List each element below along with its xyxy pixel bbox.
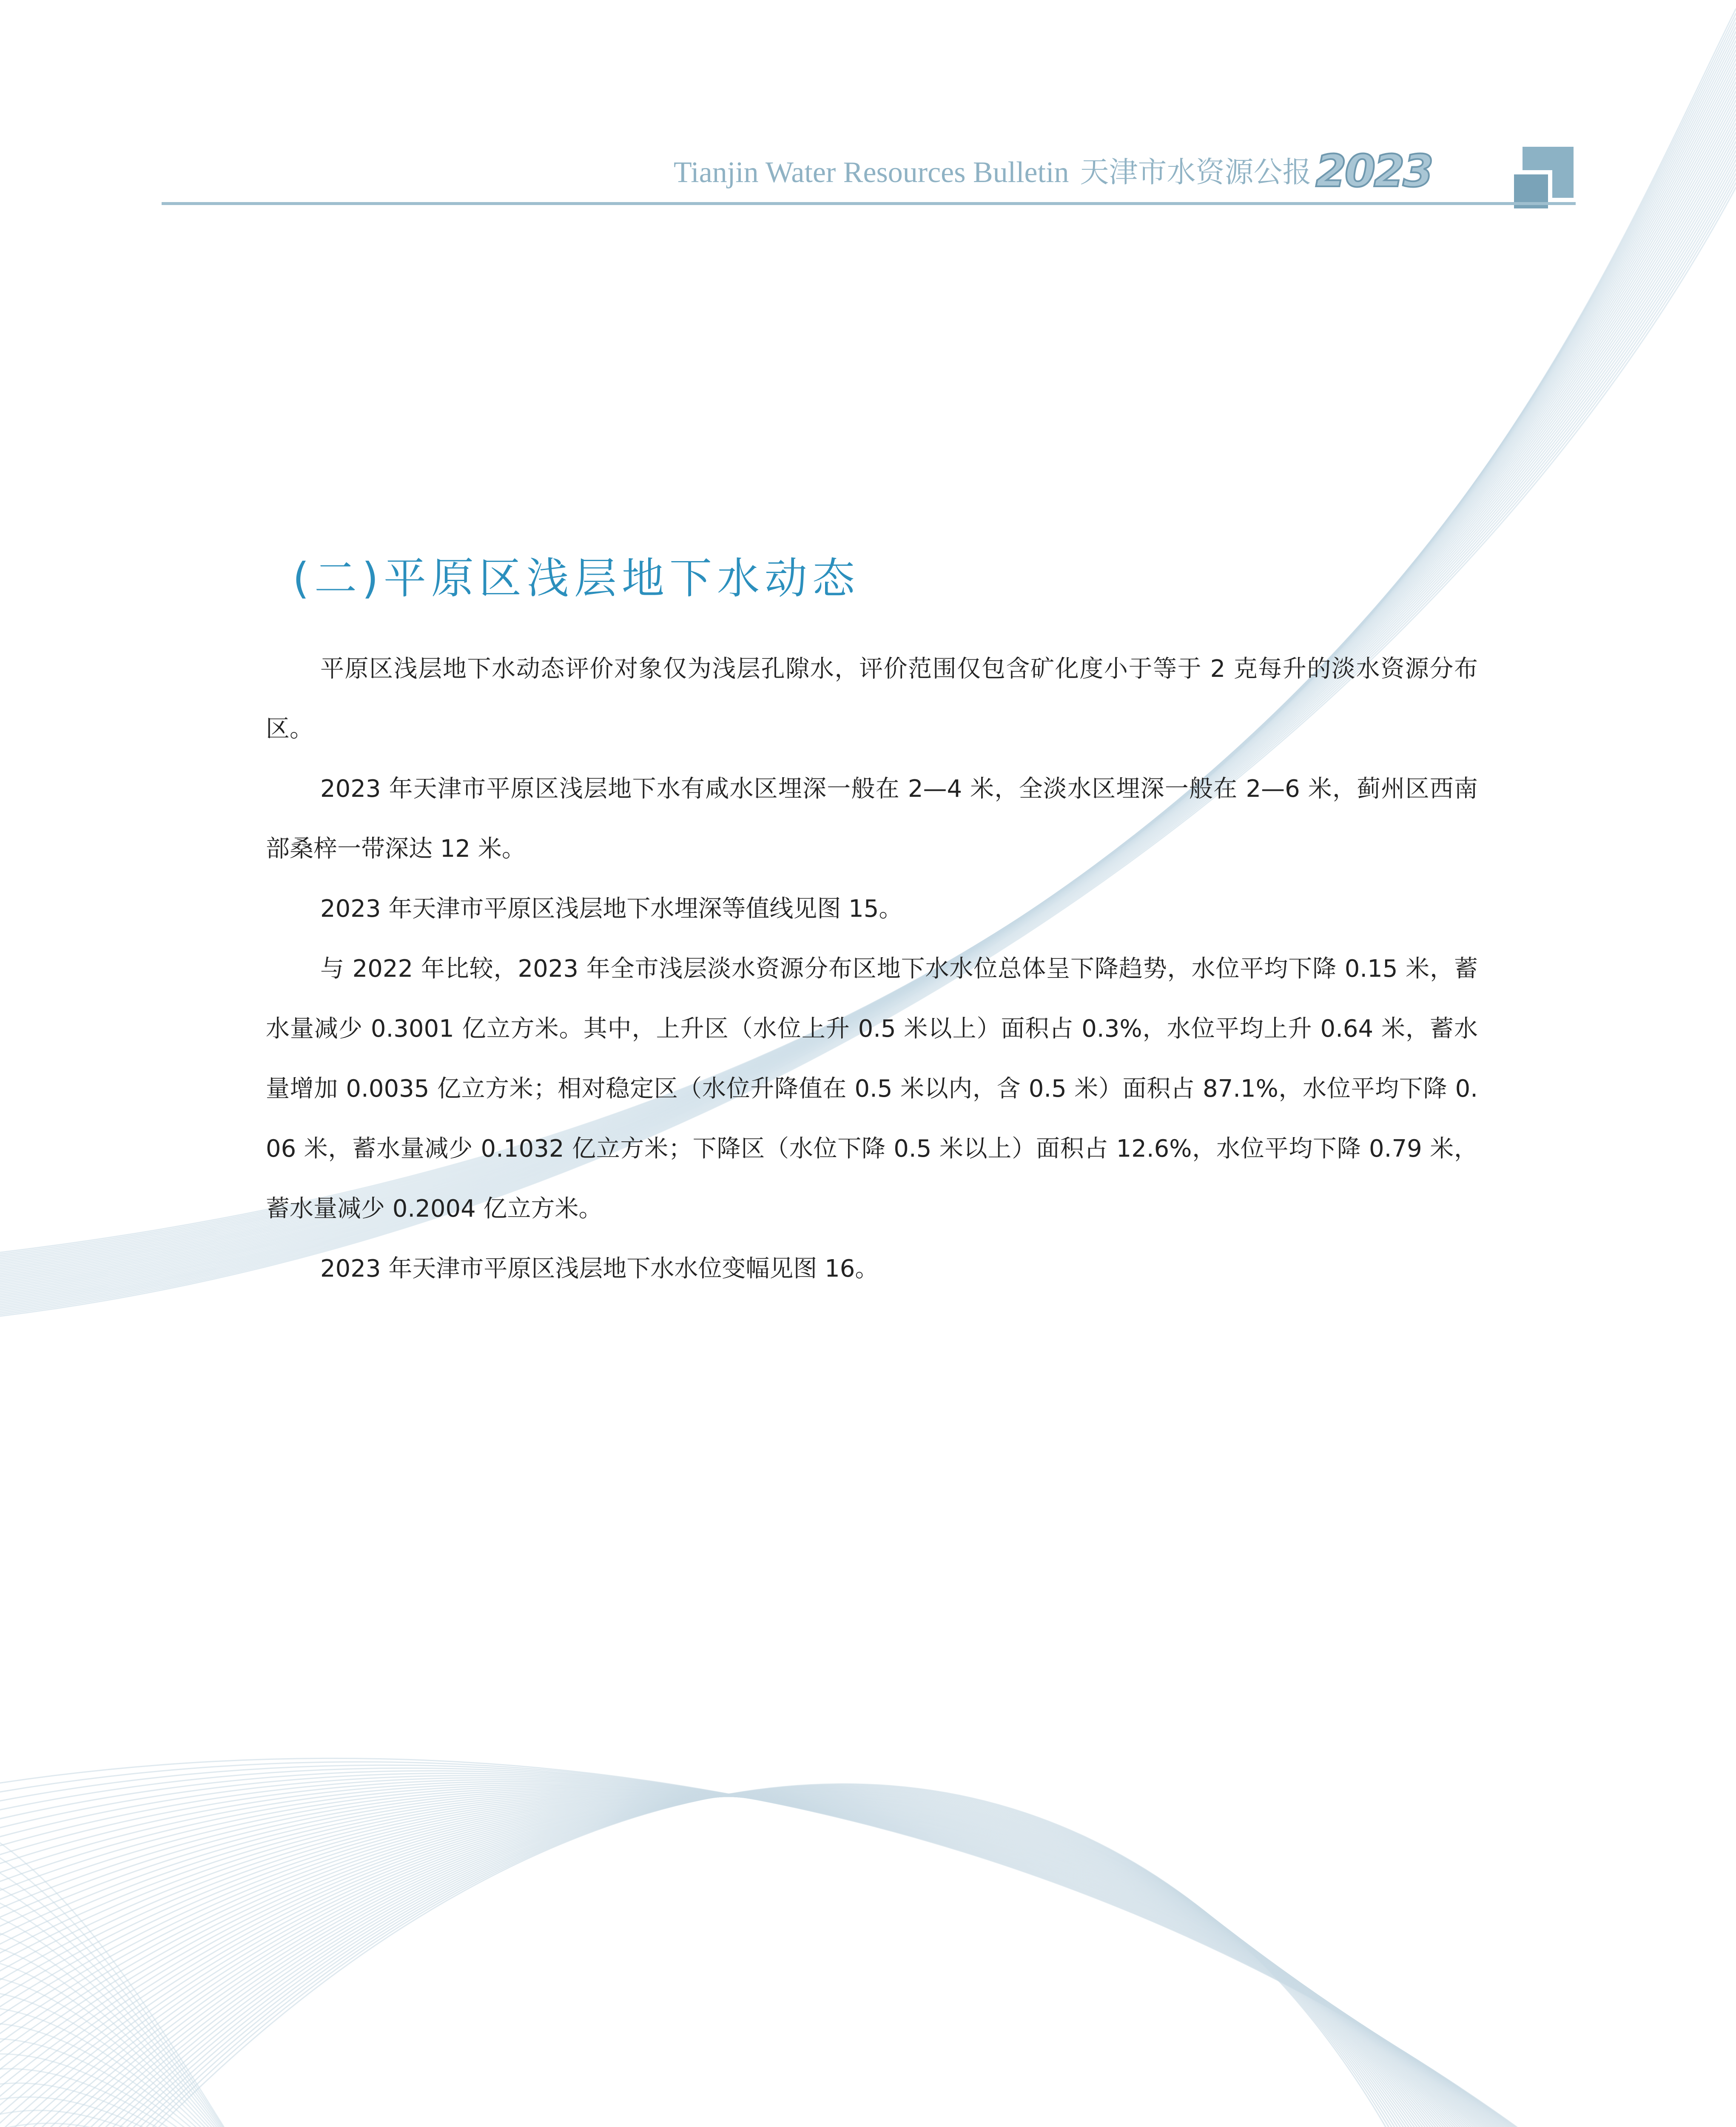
- header-year: 2023: [1315, 145, 1432, 197]
- paragraph-1: 平原区浅层地下水动态评价对象仅为浅层孔隙水，评价范围仅包含矿化度小于等于 2 克每升的淡水资源分布区。: [266, 655, 1478, 743]
- header-title-zh: 天津市水资源公报: [1080, 156, 1312, 189]
- paragraph-2: 2023 年天津市平原区浅层地下水有咸水区埋深一般在 2—4 米，全淡水区埋深一般在 2—6 米，蓟州区西南部桑梓一带深达 12 米。: [266, 775, 1478, 863]
- paragraph-3: 2023 年天津市平原区浅层地下水埋深等值线见图 15。: [320, 895, 903, 923]
- body-text: [266, 639, 1478, 1299]
- running-header: [673, 145, 1432, 197]
- paragraph-4: 与 2022 年比较，2023 年全市浅层淡水资源分布区地下水水位总体呈下降趋势，水位平均下降 0.15 米，蓄水量减少 0.3001 亿立方米。其中，上升区（水位上升 0.5 米以上）面积占 0.3%，水位平均上升 0.64 米，蓄水量增加 0.0035 亿立方米；相对稳定区（水位升降值在 0.5 米以内，含 0.5 米）面积占 87.1%，水位平均下降 0.06 米，蓄水量减少 0.1032 亿立方米；下降区（水位下降 0.5 米以上）面积占 12.6%，水位平均下降 0.79 米，蓄水量减少 0.2004 亿立方米。: [266, 955, 1478, 1223]
- header-rule: [162, 202, 1576, 205]
- header-title-en: Tianjin Water Resources Bulletin: [673, 156, 1069, 189]
- section-title: (二)平原区浅层地下水动态: [293, 553, 860, 603]
- paragraph-5: 2023 年天津市平原区浅层地下水水位变幅见图 16。: [320, 1255, 879, 1283]
